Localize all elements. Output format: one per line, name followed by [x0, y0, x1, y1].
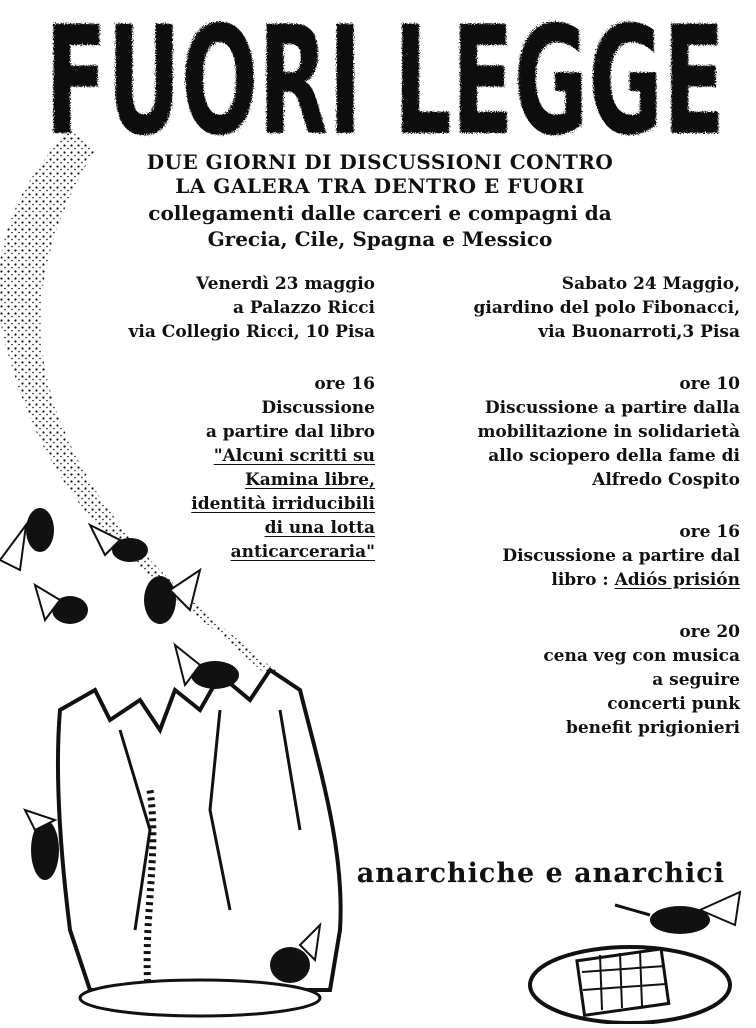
plate-illustration [520, 880, 756, 1024]
fly-icon [615, 892, 740, 934]
day2-date: Sabato 24 Maggio, [561, 274, 740, 294]
day1-book-4: di una lotta [264, 518, 375, 538]
day2-location [395, 272, 740, 344]
fly-icon [175, 645, 239, 689]
day2-desc1-1: Discussione a partire dalla [484, 398, 740, 418]
day2-desc2-1: Discussione a partire dal [502, 546, 740, 566]
subtitle-line-3: collegamenti dalle carceri e compagni da [148, 201, 612, 225]
day1-book-5: anticarceraria" [230, 542, 375, 562]
day1-time: ore 16 [314, 374, 375, 394]
day2-desc3-3: concerti punk [607, 694, 740, 714]
fly-icon [25, 810, 59, 880]
day2-place: giardino del polo Fibonacci, [473, 298, 740, 318]
fly-icon [0, 508, 54, 570]
day2-desc3-4: benefit prigionieri [565, 718, 740, 738]
day2-desc2-prefix: libro : [551, 570, 615, 590]
title-text: FUORI LEGGE [45, 8, 725, 158]
day2-afternoon [395, 520, 740, 592]
day2-time2: ore 16 [679, 522, 740, 542]
subtitle-line-1: DUE GIORNI DI DISCUSSIONI CONTRO [146, 150, 614, 174]
day2-address: via Buonarroti,3 Pisa [538, 322, 740, 342]
day1-book-1: "Alcuni scritti su [213, 446, 375, 466]
fly-icon [35, 585, 88, 624]
day2-desc1-3: allo sciopero della fame di [488, 446, 740, 466]
day2-desc3-2: a seguire [652, 670, 740, 690]
day1-book-3: identità irriducibili [191, 494, 375, 514]
day2-desc2-2 [395, 568, 740, 592]
day1-date: Venerdì 23 maggio [196, 274, 375, 294]
day2-evening [395, 620, 740, 740]
day1-line2: a partire dal libro [205, 422, 375, 442]
plate-drawing [520, 880, 756, 1024]
day2-morning [395, 372, 740, 492]
day2-desc1-2: mobilitazione in solidarietà [477, 422, 740, 442]
subtitle-line-2: LA GALERA TRA DENTRO E FUORI [175, 174, 585, 198]
day2-time1: ore 10 [679, 374, 740, 394]
bottle-illustration [0, 130, 420, 1024]
subtitle-line-4: Grecia, Cile, Spagna e Messico [207, 227, 553, 251]
day1-place: a Palazzo Ricci [232, 298, 375, 318]
bottle-drawing [0, 130, 420, 1024]
day1-book-2: Kamina libre, [244, 470, 375, 490]
day2-desc3-1: cena veg con musica [543, 646, 740, 666]
bottle-base [80, 980, 320, 1016]
day1-address: via Collegio Ricci, 10 Pisa [128, 322, 375, 342]
day2-book-title: Adiós prisión [614, 570, 740, 590]
day2-time3: ore 20 [679, 622, 740, 642]
day1-line1: Discussione [261, 398, 375, 418]
day2-desc1-4: Alfredo Cospito [592, 470, 740, 490]
signature: anarchiche e anarchici [356, 858, 725, 889]
bottle-outline [58, 670, 341, 990]
